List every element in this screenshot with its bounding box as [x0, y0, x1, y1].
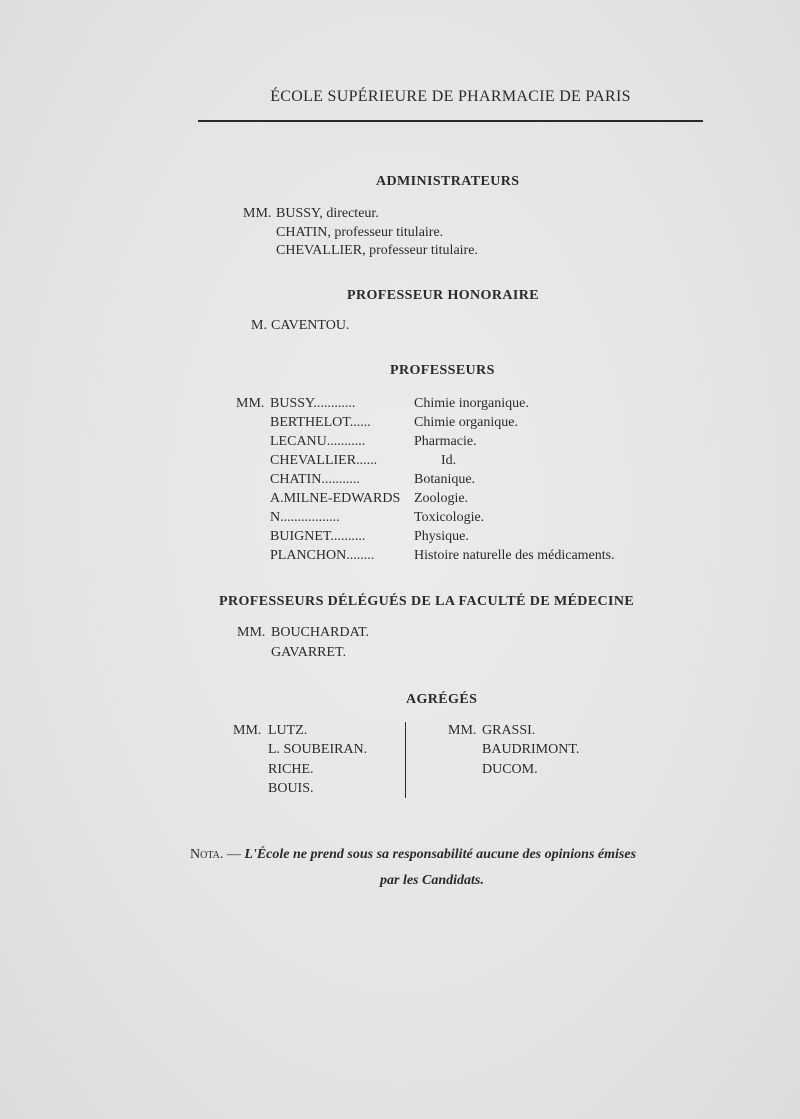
professeur-name: BUIGNET..........	[270, 529, 366, 544]
agrege-name: L. SOUBEIRAN.	[268, 742, 368, 757]
delegue-name: BOUCHARDAT.	[271, 625, 370, 640]
professeur-name: LECANU...........	[270, 434, 366, 449]
professeurs-prefix: MM.	[236, 396, 265, 411]
agrege-name: BOUIS.	[268, 781, 314, 796]
professeur-subject: Chimie inorganique.	[414, 396, 529, 411]
nota-dash: —	[223, 847, 245, 862]
nota-text-2: par les Candidats.	[380, 873, 484, 888]
professeur-subject: Id.	[441, 453, 457, 468]
administrateurs-prefix: MM.	[243, 206, 272, 221]
professeur-subject: Histoire naturelle des médicaments.	[414, 548, 615, 563]
section-title-agreges: AGRÉGÉS	[406, 692, 478, 707]
header-rule	[198, 120, 703, 122]
agrege-name: DUCOM.	[482, 762, 538, 777]
professeur-subject: Botanique.	[414, 472, 476, 487]
page-header: ÉCOLE SUPÉRIEURE DE PHARMACIE DE PARIS	[270, 88, 631, 105]
agrege-name: GRASSI.	[482, 723, 536, 738]
section-title-administrateurs: ADMINISTRATEURS	[376, 174, 520, 189]
professeur-name: BERTHELOT......	[270, 415, 371, 430]
professeur-name: CHEVALLIER......	[270, 453, 378, 468]
professeur-subject: Zoologie.	[414, 491, 469, 506]
agrege-name: RICHE.	[268, 762, 314, 777]
section-title-professeur-honoraire: PROFESSEUR HONORAIRE	[347, 288, 539, 303]
column-divider	[405, 722, 406, 798]
administrateur-line: CHATIN, professeur titulaire.	[276, 225, 444, 240]
agrege-name: LUTZ.	[268, 723, 308, 738]
professeur-name: A.MILNE-EDWARDS	[270, 491, 401, 506]
professeur-name: BUSSY............	[270, 396, 356, 411]
delegue-name: GAVARRET.	[271, 645, 347, 660]
honoraire-name: CAVENTOU.	[271, 318, 350, 333]
professeur-subject: Pharmacie.	[414, 434, 477, 449]
section-title-professeurs: PROFESSEURS	[390, 363, 495, 378]
honoraire-prefix: M.	[251, 318, 267, 333]
nota-line-1	[190, 847, 636, 863]
professeur-subject: Chimie organique.	[414, 415, 518, 430]
agreges-left-prefix: MM.	[233, 723, 262, 738]
professeur-name: CHATIN...........	[270, 472, 360, 487]
professeur-subject: Toxicologie.	[414, 510, 485, 525]
delegues-prefix: MM.	[237, 625, 266, 640]
professeur-name: N.................	[270, 510, 340, 525]
administrateur-line: BUSSY, directeur.	[276, 206, 379, 221]
nota-label: Nota.	[190, 847, 224, 862]
agrege-name: BAUDRIMONT.	[482, 742, 580, 757]
agreges-right-prefix: MM.	[448, 723, 477, 738]
administrateur-line: CHEVALLIER, professeur titulaire.	[276, 243, 478, 258]
section-title-delegues: PROFESSEURS DÉLÉGUÉS DE LA FACULTÉ DE MÉDECINE	[219, 594, 635, 609]
nota-line-2	[380, 873, 484, 889]
nota-text-1: L'École ne prend sous sa responsabilité aucune des opinions émises	[244, 847, 637, 862]
professeur-subject: Physique.	[414, 529, 469, 544]
professeur-name: PLANCHON........	[270, 548, 375, 563]
